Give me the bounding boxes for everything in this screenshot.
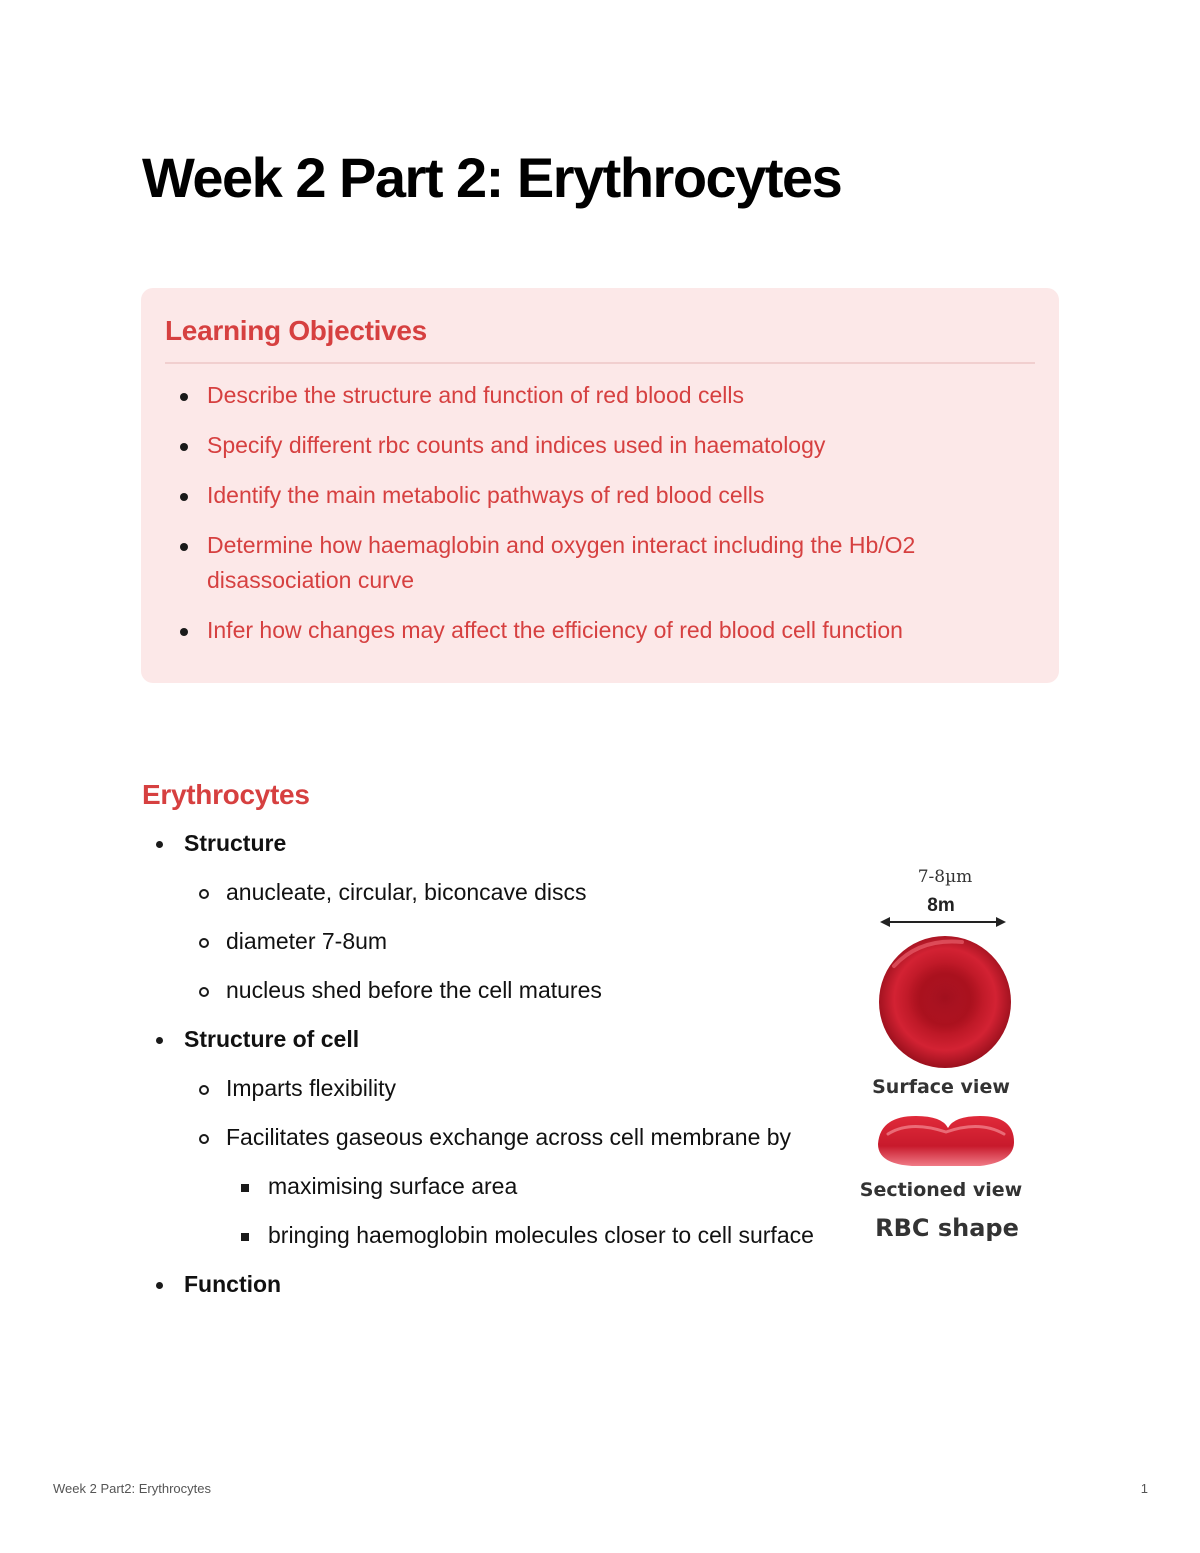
structure-of-cell-label: Structure of cell (184, 1026, 360, 1052)
footer-document-title: Week 2 Part2: Erythrocytes (53, 1481, 211, 1496)
figure-caption: RBC shape (875, 1214, 1019, 1242)
gas-exchange-sublist (226, 1169, 822, 1253)
sectioned-view-label: Sectioned view (859, 1179, 1023, 1201)
rbc-figure-svg (850, 858, 1040, 1248)
function-label: Function (184, 1271, 282, 1297)
objective-item: Identify the main metabolic pathways of red blood cells (165, 478, 1035, 513)
list-item: anucleate, circular, biconcave discs (184, 875, 822, 910)
structure-label: Structure (184, 830, 287, 856)
list-item (184, 1120, 822, 1253)
list-item: Imparts flexibility (184, 1071, 822, 1106)
surface-view-label: Surface view (872, 1076, 1010, 1098)
outline-item-function (142, 1267, 822, 1302)
footer-page-number: 1 (1140, 1481, 1148, 1496)
size-label-bold: 8m (927, 895, 955, 916)
list-item: maximising surface area (226, 1169, 822, 1204)
objectives-list (165, 378, 1035, 648)
objective-item: Specify different rbc counts and indices used in haematology (165, 428, 1035, 463)
double-arrow-icon (880, 917, 1006, 927)
objective-item: Determine how haemaglobin and oxygen interact including the Hb/O2 disassociation curve (165, 528, 1035, 598)
outline-item-structure (142, 826, 822, 1008)
size-label: 7-8µm (917, 867, 973, 887)
rbc-surface-view-icon (879, 936, 1011, 1068)
list-item-text: Facilitates gaseous exchange across cell membrane by (226, 1124, 792, 1150)
objective-item: Infer how changes may affect the efficiency of red blood cell function (165, 613, 1035, 648)
outline-list (142, 826, 822, 1302)
list-item: diameter 7-8um (184, 924, 822, 959)
learning-objectives-callout (141, 288, 1059, 683)
rbc-shape-figure (850, 858, 1040, 1248)
objectives-heading: Learning Objectives (165, 315, 427, 346)
objectives-divider (165, 362, 1035, 364)
erythrocytes-outline (142, 826, 822, 1302)
structure-sublist (184, 875, 822, 1008)
list-item: nucleus shed before the cell matures (184, 973, 822, 1008)
list-item: bringing haemoglobin molecules closer to cell surface (226, 1218, 822, 1253)
objective-item: Describe the structure and function of red blood cells (165, 378, 1035, 413)
page-title: Week 2 Part 2: Erythrocytes (142, 146, 842, 209)
structure-of-cell-sublist (184, 1071, 822, 1253)
rbc-sectioned-view-icon (878, 1116, 1014, 1166)
section-heading-erythrocytes: Erythrocytes (142, 779, 310, 810)
outline-item-structure-of-cell (142, 1022, 822, 1253)
